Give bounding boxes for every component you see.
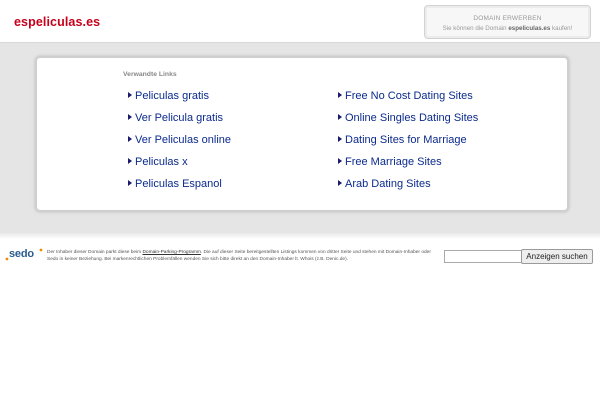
related-link[interactable] xyxy=(338,112,478,124)
buy-box-text-after: kaufen! xyxy=(550,25,573,32)
related-link-label: Peliculas Espanol xyxy=(135,178,222,190)
arrow-right-icon xyxy=(338,136,342,142)
related-link-label: Dating Sites for Marriage xyxy=(345,134,467,146)
sedo-logo[interactable] xyxy=(5,247,45,263)
related-link[interactable] xyxy=(338,134,467,146)
search-ads-button[interactable]: Anzeigen suchen xyxy=(521,249,593,264)
related-link[interactable] xyxy=(128,112,223,124)
related-links-box xyxy=(35,56,569,212)
buy-box-title: DOMAIN ERWERBEN xyxy=(473,15,542,22)
related-link[interactable] xyxy=(128,90,209,102)
arrow-right-icon xyxy=(128,136,132,142)
related-link-label: Peliculas gratis xyxy=(135,90,209,102)
related-link[interactable] xyxy=(338,156,442,168)
related-links-heading: Verwandte Links xyxy=(123,71,177,78)
related-link-label: Peliculas x xyxy=(135,156,188,168)
related-link[interactable] xyxy=(128,134,231,146)
footer xyxy=(0,242,600,270)
related-link-label: Online Singles Dating Sites xyxy=(345,112,479,124)
arrow-right-icon xyxy=(128,180,132,186)
related-link[interactable] xyxy=(128,156,188,168)
arrow-right-icon xyxy=(128,92,132,98)
related-link[interactable] xyxy=(338,178,431,190)
header xyxy=(0,0,600,42)
buy-box-text xyxy=(425,25,590,32)
arrow-right-icon xyxy=(338,114,342,120)
related-link[interactable] xyxy=(128,178,222,190)
related-link-label: Free Marriage Sites xyxy=(345,156,442,168)
disclaimer-part1: Der Inhaber dieser Domain parkt diese beim xyxy=(47,250,143,255)
related-link-label: Arab Dating Sites xyxy=(345,178,431,190)
arrow-right-icon xyxy=(338,158,342,164)
search-input[interactable] xyxy=(444,250,522,263)
parking-disclaimer xyxy=(47,249,435,263)
related-link-label: Ver Peliculas online xyxy=(135,134,232,146)
arrow-right-icon xyxy=(338,180,342,186)
buy-box-domain: espeliculas.es xyxy=(508,25,551,32)
arrow-right-icon xyxy=(128,158,132,164)
disclaimer-part2: . Die auf dieser Seite bereitgestellten Listings kommen von dritter Seite und stehen mit Domain-Inhaber oder Sedo in keiner Beziehung. Bei markenrechtlichen Problemfällen wenden Sie sich bitte direkt an den Domain-Inhaber lt. Whois (z.B. Denic.de). xyxy=(47,250,431,262)
related-link-label: Ver Pelicula gratis xyxy=(135,112,224,124)
related-link-label: Free No Cost Dating Sites xyxy=(345,90,473,102)
domain-buy-box[interactable] xyxy=(424,5,591,39)
arrow-right-icon xyxy=(128,114,132,120)
site-title[interactable]: espeliculas.es xyxy=(14,15,101,29)
parking-program-link[interactable]: Domain-Parking-Programm xyxy=(142,250,201,255)
buy-box-text-before: Sie können die Domain xyxy=(442,25,509,32)
sedo-logo-text: sedo xyxy=(9,248,34,260)
band-shadow xyxy=(0,233,600,239)
related-link[interactable] xyxy=(338,90,473,102)
arrow-right-icon xyxy=(338,92,342,98)
